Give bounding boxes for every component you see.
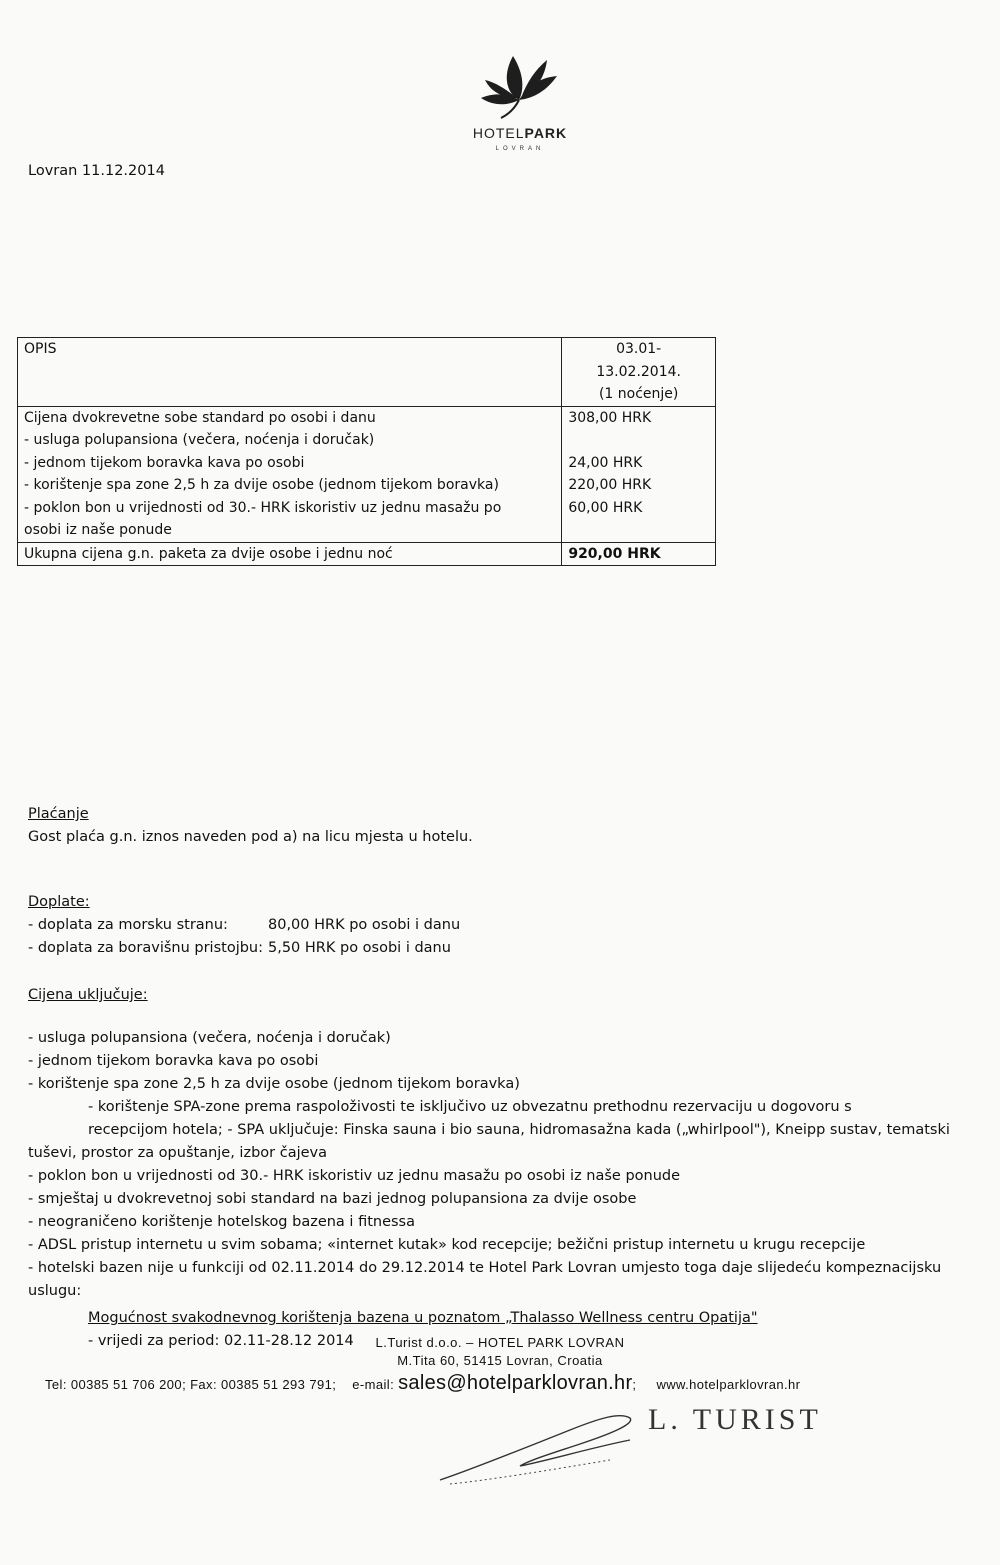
price-value: 308,00 HRK [568,409,652,426]
payment-text: Gost plaća g.n. iznos naveden pod a) na licu mjesta u hotelu. [28,829,473,845]
price-value: 60,00 HRK [568,499,643,516]
surcharge-label: - doplata za morsku stranu: [28,917,228,933]
item-line: - jednom tijekom boravka kava po osobi [24,454,305,471]
list-item: - neograničeno korištenje hotelskog bazena i fitnessa [28,1214,415,1230]
header-opis: OPIS [18,338,562,407]
price-value: 24,00 HRK [568,454,643,471]
list-item: - ADSL pristup internetu u svim sobama; «internet kutak» kod recepcije; bežični pristup internetu u krugu recepcije [28,1237,866,1253]
prices-cell [562,406,716,542]
list-item: - usluga polupansiona (večera, noćenja i doručak) [28,1030,391,1046]
table-items-row [18,406,716,542]
list-item: - poklon bon u vrijednosti od 30.- HRK iskoristiv uz jednu masažu po osobi iz naše ponude [28,1168,681,1184]
stamp-title: L. TURIST [648,1403,822,1436]
period-line: (1 noćenje) [598,386,679,402]
footer-email-label: e-mail: [352,1377,395,1392]
period-line: 03.01- [616,341,662,357]
list-item-spa: recepcijom hotela; - SPA uključuje: Finska sauna i bio sauna, hidromasažna kada („whirlpool"), Kneipp sustav, tematski [88,1122,950,1138]
list-item-spa: tuševi, prostor za opuštanje, izbor čajeva [28,1145,327,1161]
payment-section [28,803,928,849]
list-item: - smještaj u dvokrevetnoj sobi standard na bazi jednog polupansiona za dvije osobe [28,1191,637,1207]
logo-name-bold: PARK [524,125,568,141]
total-label: Ukupna cijena g.n. paketa za dvije osobe i jednu noć [18,542,562,566]
header-period [562,338,716,407]
total-amount: 920,00 HRK [568,545,661,562]
footer-address: M.Tita 60, 51415 Lovran, Croatia [397,1353,603,1368]
surcharge-value: 5,50 HRK po osobi i danu [268,940,451,956]
leaf-logo-icon [475,48,565,120]
item-line: - usluga polupansiona (večera, noćenja i doručak) [24,432,375,448]
hotel-logo [470,48,570,153]
price-value: 220,00 HRK [568,477,652,493]
price-value [568,429,709,452]
surcharge-label: - doplata za boravišnu pristojbu: [28,940,264,956]
table-header-row [18,338,716,407]
includes-heading: Cijena uključuje: [28,987,148,1003]
list-item: - hotelski bazen nije u funkciji od 02.11.2014 do 29.12.2014 te Hotel Park Lovran umjesto toga daje slijedeću kompeznacijsku [28,1260,942,1276]
surcharge-row [28,937,928,960]
surcharges-section [28,891,928,960]
item-line: Cijena dvokrevetne sobe standard po osobi i danu [24,409,376,426]
thalasso-line: Mogućnost svakodnevnog korištenja bazena u poznatom „Thalasso Wellness centru Opatija" [88,1310,758,1326]
footer-web-link[interactable]: www.hotelparklovran.hr [656,1377,801,1392]
list-item: - korištenje spa zone 2,5 h za dvije osobe (jednom tijekom boravka) [28,1076,520,1092]
item-line: - poklon bon u vrijednosti od 30.- HRK iskoristiv uz jednu masažu po [24,499,502,516]
footer-contact: Tel: 00385 51 706 200; Fax: 00385 51 293 791; e-mail: sales@hotelparklovran.hr; www.hotelparklovran.hr [45,1372,801,1394]
surcharge-row [28,914,928,937]
document-date: Lovran 11.12.2014 [28,163,165,179]
logo-subtitle: LOVRAN [495,146,545,152]
company-stamp [610,1403,890,1478]
includes-list [28,1027,968,1353]
list-item: - jednom tijekom boravka kava po osobi [28,1053,319,1069]
items-cell [18,406,562,542]
table-total-row [18,542,716,566]
surcharge-value: 80,00 HRK po osobi i danu [268,917,461,933]
period-note: - vrijedi za period: 02.11-28.12 2014 [88,1333,354,1349]
includes-section [28,984,968,1353]
logo-name-light: HOTEL [472,125,525,141]
payment-heading: Plaćanje [28,806,89,822]
offer-table [17,337,716,566]
total-value [562,542,716,566]
footer-company: L.Turist d.o.o. – HOTEL PARK LOVRAN [375,1335,625,1350]
list-item-spa: - korištenje SPA-zone prema raspoloživosti te isključivo uz obvezatnu prethodnu rezervaciju u dogovoru s [88,1099,852,1115]
item-line: osobi iz naše ponude [24,522,172,538]
footer-email-link[interactable]: sales@hotelparklovran.hr [398,1372,633,1394]
surcharges-heading: Doplate: [28,894,90,910]
list-item: uslugu: [28,1283,82,1299]
item-line: - korištenje spa zone 2,5 h za dvije osobe (jednom tijekom boravka) [24,477,499,493]
period-line: 13.02.2014. [596,363,681,380]
logo-wordmark [470,122,570,145]
footer-tel: Tel: 00385 51 706 200; Fax: 00385 51 293 791; [45,1377,337,1392]
